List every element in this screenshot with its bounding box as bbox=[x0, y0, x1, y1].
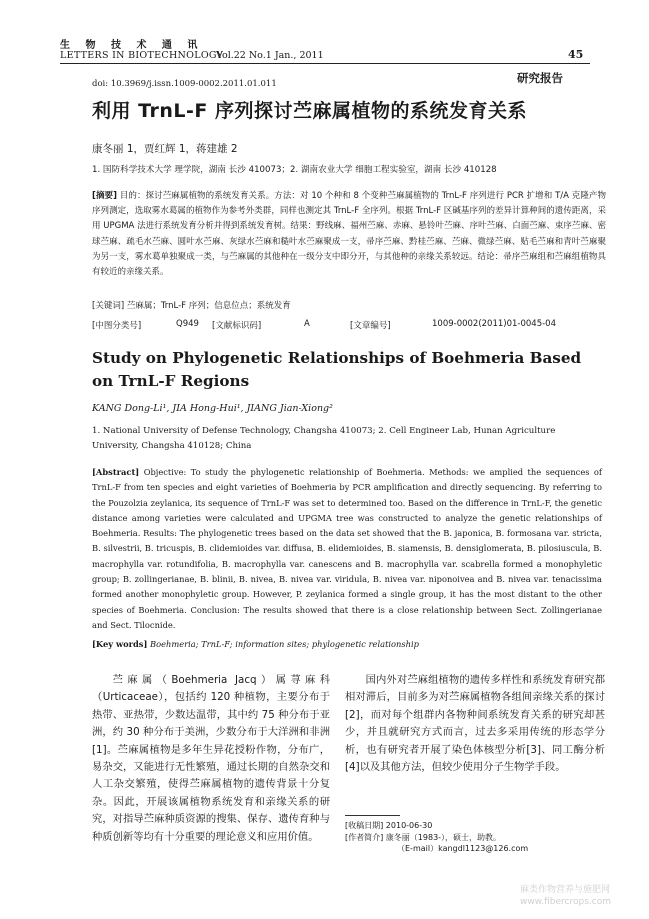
doc-code-label: [文献标识码] bbox=[212, 321, 262, 331]
watermark-line1: 麻类作物营养与施肥网 bbox=[520, 885, 611, 895]
authors-en: KANG Dong-Li¹, JIA Hong-Hui¹, JIANG Jian-Xiong² bbox=[92, 403, 333, 414]
received-label: [收稿日期] bbox=[345, 821, 384, 830]
clc-label: [中图分类号] bbox=[92, 321, 142, 331]
abstract-en bbox=[92, 465, 602, 633]
abstract-cn bbox=[92, 189, 606, 280]
article-category: 研究报告 bbox=[517, 71, 563, 85]
header-rule bbox=[60, 63, 590, 64]
keywords-cn-label: [关键词] bbox=[92, 301, 125, 311]
body-column-right: 国内外对苎麻组植物的遗传多样性和系统发育研究都相对滞后，目前多为对苎麻属植物各组间亲缘关系的探讨[2]，而对每个组群内各物种间系统发育关系的研究却甚少，并且就研究方式而言，过去多采用传统的形态学分析，也有研究者开展了染色体核型分析[3]、同工酶分析[4]以及其他方法，但较少使用分子生物学手段。 bbox=[345, 674, 605, 774]
received-value: 2010-06-30 bbox=[385, 821, 433, 830]
footnote-rule bbox=[345, 815, 400, 816]
affiliations-cn: 1. 国防科学技术大学 理学院，湖南 长沙 410073；2. 湖南农业大学 细胞工程实验室，湖南 长沙 410128 bbox=[92, 165, 497, 175]
keywords-cn bbox=[92, 299, 291, 311]
author-email: （E-mail）kangdl1123@126.com bbox=[397, 844, 529, 853]
article-no-value: 1009-0002(2011)01-0045-04 bbox=[432, 319, 556, 329]
title-en: Study on Phylogenetic Relationships of Boehmeria Based on TrnL-F Regions bbox=[92, 349, 582, 390]
author-info-value: 康冬丽（1983-），硕士，助教。 bbox=[385, 832, 502, 842]
keywords-en-text: Boehmeria; TrnL-F; information sites; phylogenetic relationship bbox=[150, 639, 419, 649]
journal-volume: Vol.22 No.1 Jan., 2011 bbox=[216, 50, 324, 61]
authors-cn: 康冬丽 1，贾红辉 1，蒋建雄 2 bbox=[92, 143, 238, 155]
author-info-label: [作者简介] bbox=[345, 832, 384, 842]
clc-value: Q949 bbox=[176, 319, 199, 329]
article-no-label: [文章编号] bbox=[350, 321, 391, 331]
keywords-en-label: [Key words] bbox=[92, 639, 148, 649]
watermark-line2: www.fibercrops.com bbox=[520, 897, 611, 907]
title-cn: 利用 TrnL-F 序列探讨苎麻属植物的系统发育关系 bbox=[92, 100, 527, 122]
affiliations-en: 1. National University of Defense Technology, Changsha 410073; 2. Cell Engineer Lab, Hunan Agriculture University, Changsha 410128; China bbox=[92, 426, 556, 451]
abstract-cn-label: [摘要] bbox=[92, 191, 118, 201]
footnote bbox=[345, 820, 528, 855]
watermark bbox=[520, 884, 611, 908]
abstract-en-label: [Abstract] bbox=[92, 467, 140, 477]
keywords-cn-text: 苎麻属；TrnL-F 序列；信息位点；系统发育 bbox=[126, 301, 291, 311]
journal-name-cn: 生 物 技 术 通 讯 bbox=[60, 40, 204, 51]
page-number: 45 bbox=[568, 48, 584, 61]
abstract-cn-text: 目的：探讨苎麻属植物的系统发育关系。方法：对 10 个种和 8 个变种苎麻属植物的 TrnL-F 序列进行 PCR 扩增和 T/A 克隆产物序列测定，选取雾水葛属的植物作为参考外类群，同样也测定其 TrnL-F 全序列。根据 TrnL-F 区碱基序列的差异计算种间的遗传距离，采用 UPGMA 法进行系统发育分析并得到系统发育树。结果：野线麻、福州苎麻、赤麻、悬铃叶苎麻、序叶苎麻、白面苎麻、束序苎麻、密球苎麻、疏毛水苎麻、圆叶水苎麻、灰绿水苎麻和糙叶水苎麻聚成一支，帚序苎麻、黔桂苎麻、苎麻、微绿苎麻、贴毛苎麻和青叶苎麻聚为另一支，雾水葛单独聚成一类，与苎麻属的其他种在一级分支中即分开，与其他种的亲缘关系较远。结论：帚序苎麻组和苎麻组植物具有较近的亲缘关系。 bbox=[92, 191, 606, 278]
doc-code-value: A bbox=[304, 319, 310, 329]
keywords-en bbox=[92, 639, 419, 649]
doi: doi: 10.3969/j.issn.1009-0002.2011.01.011 bbox=[92, 79, 277, 89]
journal-name-en: LETTERS IN BIOTECHNOLOGY bbox=[60, 50, 224, 61]
body-column-left: 苎麻属（Boehmeria Jacq）属荨麻科（Urticaceae），包括约 120 种植物，主要分布于热带、亚热带，少数达温带，其中约 75 种分布于亚洲，约 30 种分布于美洲，少数分布于大洋洲和非洲[1]。苎麻属植物是多年生异花授粉作物，分布广，易杂交，又能进行无性繁殖，通过长期的自然杂交和人工杂交繁殖，使得苎麻属植物的遗传背景十分复杂。因此，开展该属植物系统发育和亲缘关系的研究，对指导苎麻种质资源的搜集、保存、遗传育种与种质创新等均有十分重要的理论意义和应用价值。 bbox=[92, 674, 330, 843]
abstract-en-text: Objective: To study the phylogenetic relationship of Boehmeria. Methods: we amplied the sequences of TrnL-F from ten species and eight varieties of Boehmeria by PCR amplification and directly sequencing. By referring to the Pouzolzia zeylanica, its sequence of TrnL-F was set to determined too. Based on the difference in TrnL-F, the genetic distance among varieties were calculated and UPGMA tree was constructed to analyze the genetic relationships of Boehmeria. Results: The phylogenetic trees based on the data set showed that the B. japonica, B. formosana var. stricta, B. silvestrii, B. tricuspis, B. clidemioides var. diffusa, B. elidemioides, B. siamensis, B. densiglomerata, B. pilosiuscula, B. macrophylla var. rotundifolia, B. macrophylla var. canescens and B. macrophylla var. scabrella formed a monophyletic group; B. zollingerianae, B. blinii, B. nivea, B. nivea var. viridula, B. nivea var. niponoivea and B. nivea var. tenacissima formed another monophyletic group. However, P. zeylanica formed a single group, it has the most distant to the other species of Boehmeria. Conclusion: The results showed that there is a close relationship between Sect. Zollingerianae and Sect. Tilocnide. bbox=[92, 467, 602, 630]
